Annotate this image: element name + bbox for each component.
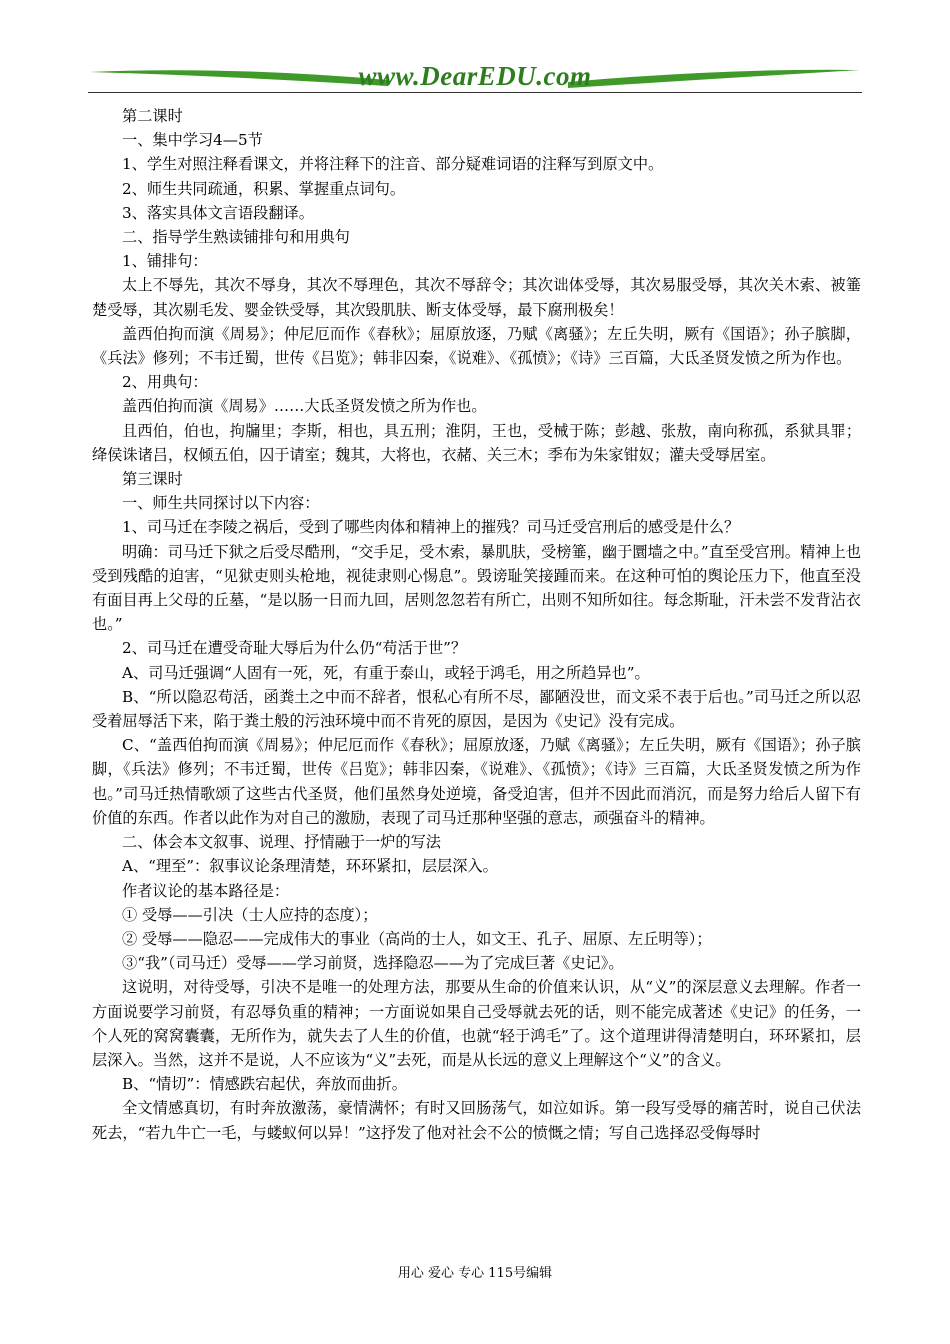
- paragraph: 二、指导学生熟读铺排句和用典句: [122, 228, 350, 247]
- paragraph: 太上不辱先，其次不辱身，其次不辱理色，其次不辱辞令；其次诎体受辱，其次易服受辱，其次关木索、被箠楚受辱，其次剔毛发、婴金铁受辱，其次毁肌肤、断支体受辱，最下腐刑极矣！: [92, 276, 861, 319]
- paragraph: 明确：司马迁下狱之后受尽酷刑，“交手足，受木索，暴肌肤，受榜箠，幽于圜墙之中。”直至受宫刑。精神上也受到残酷的迫害，“见狱吏则头枪地，视徒隶则心惕息”。毁谤耻笑接踵而来。在这种可怕的舆论压力下，他直至没有面目再上父母的丘墓，“是以肠一日而九回，居则忽忽若有所亡，出则不知所如往。每念斯耻，汗未尝不发背沾衣也。”: [92, 542, 861, 634]
- paragraph: 一、集中学习4—5节: [122, 131, 263, 150]
- paragraph: 盖西伯拘而演《周易》……大氐圣贤发愤之所为作也。: [122, 397, 487, 416]
- paragraph: 盖西伯拘而演《周易》；仲尼厄而作《春秋》；屈原放逐，乃赋《离骚》；左丘失明，厥有《国语》；孙子膑脚，《兵法》修列；不韦迁蜀，世传《吕览》；韩非囚秦，《说难》、《孤愤》；《诗》三百篇，大氐圣贤发愤之所为作也。: [92, 324, 861, 368]
- header-divider: [88, 92, 862, 93]
- paragraph: 1、学生对照注释看课文，并将注释下的注音、部分疑难词语的注释写到原文中。: [122, 155, 664, 174]
- paragraph: B、“所以隐忍苟活，函粪土之中而不辞者，恨私心有所不尽，鄙陋没世，而文采不表于后也。”司马迁之所以忍受着屈辱活下来，陷于粪土般的污浊环境中而不肯死的原因，是因为《史记》没有完成。: [92, 687, 861, 731]
- paragraph: B、“情切”：情感跌宕起伏，奔放而曲折。: [122, 1075, 407, 1094]
- paragraph: ② 受辱——隐忍——完成伟大的事业（高尚的士人，如文王、孔子、屈原、左丘明等）；: [122, 929, 712, 948]
- paragraph: C、“盖西伯拘而演《周易》；仲尼厄而作《春秋》；屈原放逐，乃赋《离骚》；左丘失明，厥有《国语》；孙子膑脚，《兵法》修列；不韦迁蜀，世传《吕览》；韩非囚秦，《说难》、《孤愤》；《诗》三百篇，大氐圣贤发愤之所为作也。”司马迁热情歌颂了这些古代圣贤，他们虽然身处逆境，备受迫害，但并不因此而消沉，而是努力给后人留下有价值的东西。作者以此作为对自己的激励，表现了司马迁那种坚强的意志，顽强奋斗的精神。: [92, 736, 861, 827]
- paragraph: 3、落实具体文言语段翻译。: [122, 203, 314, 222]
- paragraph: 2、师生共同疏通，积累、掌握重点词句。: [122, 179, 406, 198]
- paragraph: 且西伯，伯也，拘牖里；李斯，相也，具五刑；淮阴，王也，受械于陈；彭越、张敖，南向称孤，系狱具罪；绛侯诛诸吕，权倾五伯，囚于请室；魏其，大将也，衣赭、关三木；季布为朱家钳奴；灌夫受辱居室。: [92, 421, 861, 464]
- paragraph: 第三课时: [122, 470, 183, 489]
- paragraph: A、“理至”：叙事议论条理清楚，环环紧扣，层层深入。: [122, 857, 498, 876]
- paragraph: 二、体会本文叙事、说理、抒情融于一炉的写法: [122, 833, 441, 852]
- paragraph: 2、司马迁在遭受奇耻大辱后为什么仍“苟活于世”？: [122, 639, 467, 658]
- paragraph: 1、司马迁在李陵之祸后，受到了哪些肉体和精神上的摧残？司马迁受宫刑后的感受是什么？: [122, 518, 740, 537]
- paragraph: 作者议论的基本路径是：: [122, 881, 290, 900]
- paragraph: A、司马迁强调“人固有一死，死，有重于泰山，或轻于鸿毛，用之所趋异也”。: [122, 663, 650, 682]
- document-body: [92, 104, 861, 1145]
- paragraph: 第二课时: [122, 107, 183, 125]
- paragraph: 1、铺排句：: [122, 252, 208, 271]
- paragraph: 2、用典句：: [122, 373, 208, 392]
- paragraph: 全文情感真切，有时奔放激荡，豪情满怀；有时又回肠荡气，如泣如诉。第一段写受辱的痛苦时，说自己伏法死去，“若九牛亡一毛，与蝼蚁何以异！”这抒发了他对社会不公的愤慨之情；写自己选择忍受侮辱时: [92, 1099, 861, 1142]
- page-footer: 用心 爱心 专心 115号编辑: [397, 1266, 553, 1281]
- site-logo[interactable]: www.DearEDU.com: [358, 61, 592, 91]
- paragraph: ③“我”（司马迁）受辱——学习前贤，选择隐忍——为了完成巨著《史记》。: [122, 954, 624, 973]
- site-header: [88, 58, 862, 98]
- paragraph: 这说明，对待受辱，引决不是唯一的处理方法，那要从生命的价值来认识，从“义”的深层意义去理解。作者一方面说要学习前贤，有忍辱负重的精神；一方面说如果自己受辱就去死的话，则不能完成著述《史记》的任务，一个人死的窝窝囊囊，无所作为，就失去了人生的价值，也就“轻于鸿毛”了。这个道理讲得清楚明白，环环紧扣，层层深入。当然，这并不是说，人不应该为“义”去死，而是从长远的意义上理解这个“义”的含义。: [92, 978, 861, 1069]
- paragraph: ① 受辱——引决（士人应持的态度）；: [122, 905, 378, 924]
- paragraph: 一、师生共同探讨以下内容：: [122, 494, 320, 513]
